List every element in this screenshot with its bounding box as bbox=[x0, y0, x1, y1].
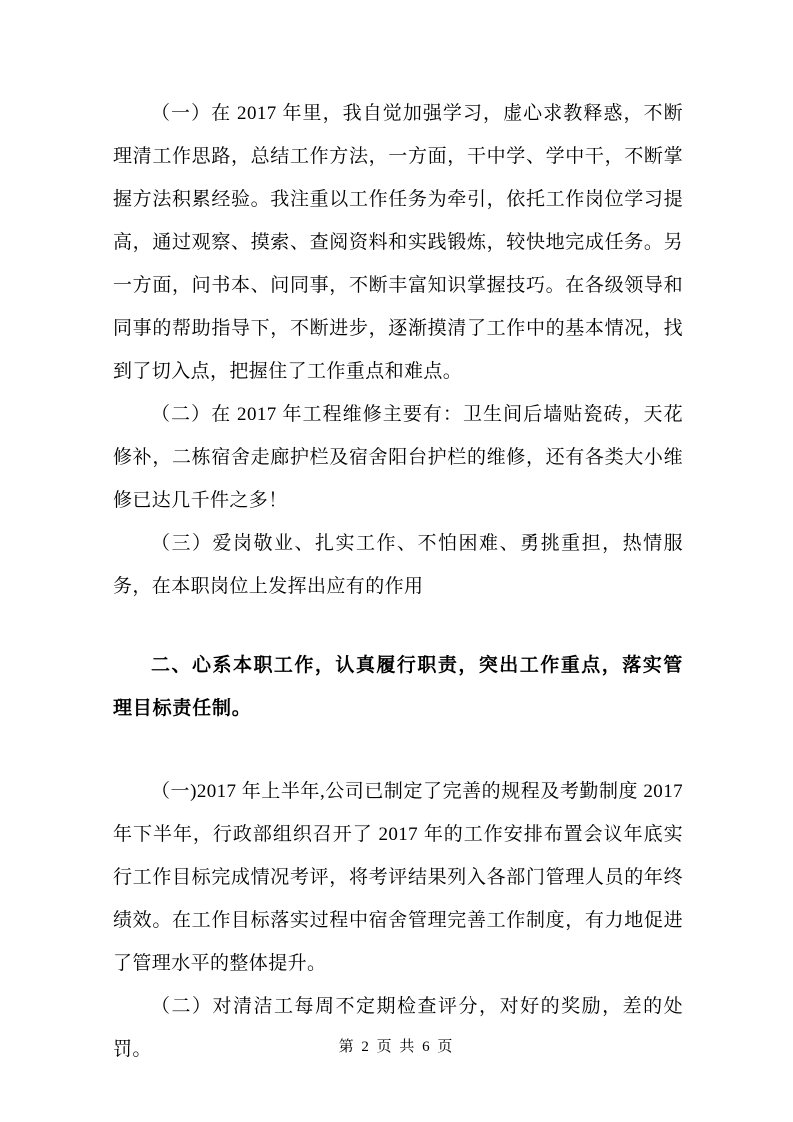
section-heading: 二、心系本职工作，认真履行职责，突出工作重点，落实管理目标责任制。 bbox=[113, 655, 683, 719]
page-footer bbox=[0, 1036, 793, 1058]
paragraph-section2-item2: （二）对清洁工每周不定期检查评分，对好的奖励，差的处罚。 bbox=[113, 996, 683, 1060]
page-number-label: 第 2 页 共 6 页 bbox=[338, 1039, 455, 1055]
paragraph-section1-item3: （三）爱岗敬业、扎实工作、不怕困难、勇挑重担，热情服务，在本职岗位上发挥出应有的作用 bbox=[113, 533, 683, 597]
paragraph-section1-item1: （一）在 2017 年里，我自觉加强学习，虚心求教释惑，不断理清工作思路，总结工作方法，一方面，干中学、学中干，不断掌握方法积累经验。我注重以工作任务为牵引，依托工作岗位学习提高，通过观察、摸索、查阅资料和实践锻炼，较快地完成任务。另一方面，问书本、问同事，不断丰富知识掌握技巧。在各级领导和同事的帮助指导下，不断进步，逐渐摸清了工作中的基本情况，找到了切入点，把握住了工作重点和难点。 bbox=[113, 103, 683, 382]
paragraph-section1-item2: （二）在 2017 年工程维修主要有：卫生间后墙贴瓷砖，天花修补，二栋宿舍走廊护栏及宿舍阳台护栏的维修，还有各类大小维修已达几千件之多！ bbox=[113, 404, 683, 511]
document-content bbox=[113, 92, 683, 1071]
paragraph-section2-item1: （一)2017 年上半年,公司已制定了完善的规程及考勤制度 2017 年下半年，行政部组织召开了 2017 年的工作安排布置会议年底实行工作目标完成情况考评，将考评结果列入各部门管理人员的年终绩效。在工作目标落实过程中宿舍管理完善工作制度，有力地促进了管理水平的整体提升。 bbox=[113, 781, 683, 974]
